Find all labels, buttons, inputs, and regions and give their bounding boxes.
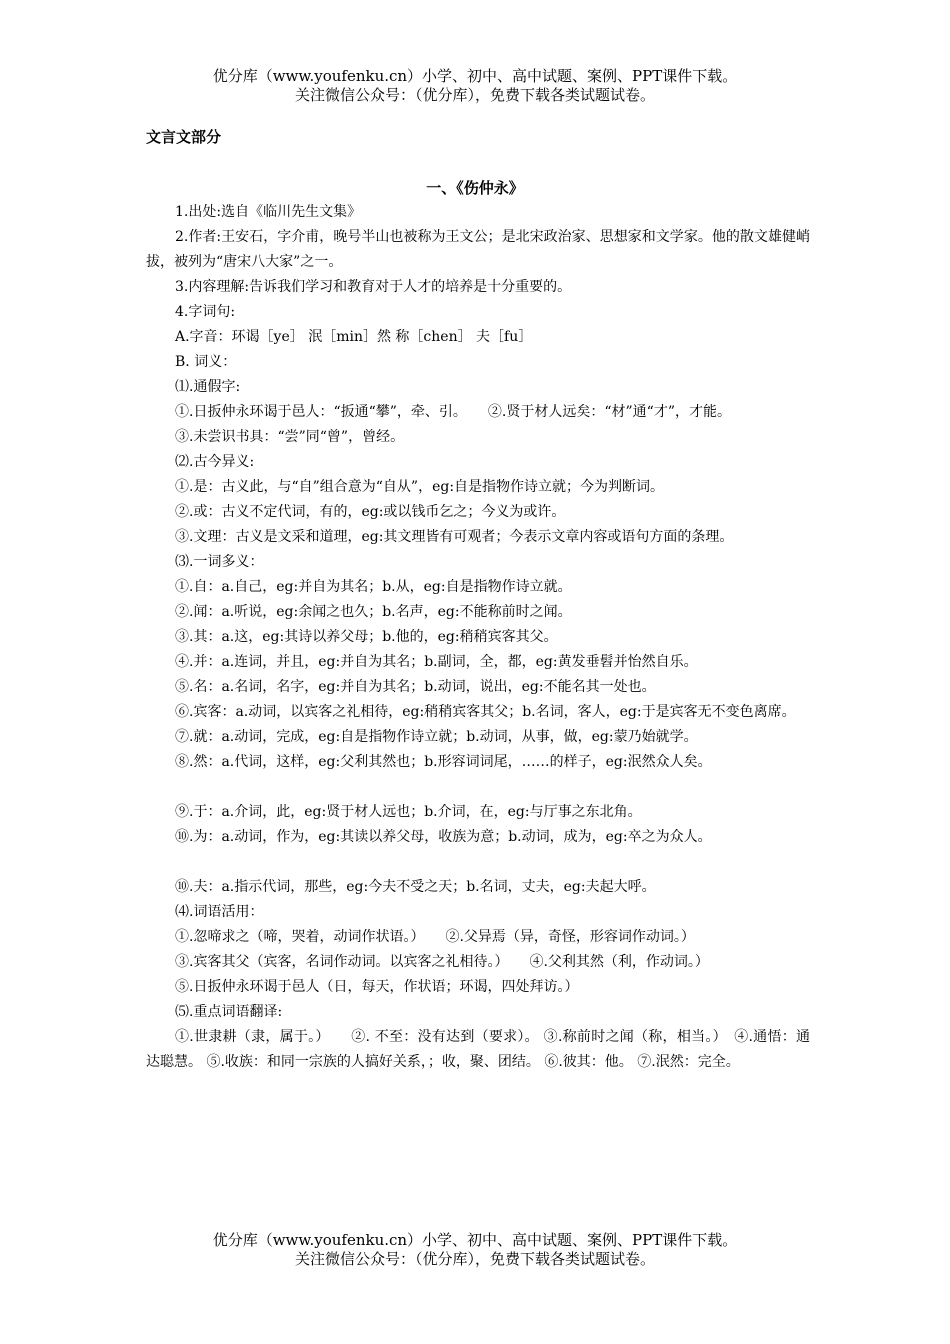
paragraph: ⑥.宾客：a.动词，以宾客之礼相待，eg:稍稍宾客其父；b.名词，客人，eg:于是宾客无不变色离席。 bbox=[175, 704, 796, 720]
paragraph: 4.字词句: bbox=[175, 304, 236, 320]
paragraph: ⑦.就：a.动词，完成，eg:自是指物作诗立就；b.动词，从事，做，eg:蒙乃始就学。 bbox=[175, 729, 698, 745]
page-header bbox=[0, 67, 950, 105]
article-title: 一、《伤仲永》 bbox=[426, 179, 524, 197]
paragraph: A.字音：环谒［ye］ 泯［min］然 称［chen］ 夫［fu］ bbox=[175, 329, 533, 345]
section-title: 文言文部分 bbox=[146, 128, 222, 146]
paragraph: ⑴.通假字: bbox=[175, 379, 241, 395]
header-line-1: 优分库（www.youfenku.cn）小学、初中、高中试题、案例、PPT课件下载。 bbox=[212, 67, 738, 85]
paragraph: ⑷.词语活用： bbox=[175, 904, 264, 920]
footer-line-2: 关注微信公众号：（优分库），免费下载各类试题试卷。 bbox=[294, 1250, 655, 1268]
paragraph: ⑩.为：a.动词，作为，eg:其读以养父母，收族为意；b.动词，成为，eg:卒之为众人。 bbox=[175, 829, 712, 845]
paragraph: 1.出处:选自《临川先生文集》 bbox=[175, 204, 362, 220]
paragraph: ①.忽啼求之（啼，哭着，动词作状语。） ②.父异焉（异，奇怪，形容词作动词。） bbox=[175, 929, 695, 945]
paragraph: ①.世隶耕（隶，属于。） ②. 不至：没有达到（要求）。 ③.称前时之闻（称，相当。） ④.通悟：通达聪慧。 ⑤.收族：和同一宗族的人搞好关系，；收，聚、团结。 ⑥.彼其：他。 ⑦.泯然：完全。 bbox=[146, 1029, 810, 1070]
paragraph: 3.内容理解:告诉我们学习和教育对于人才的培养是十分重要的。 bbox=[175, 279, 572, 295]
paragraph: ①.自：a.自己，eg:并自为其名；b.从，eg:自是指物作诗立就。 bbox=[175, 579, 572, 595]
paragraph: 2.作者:王安石，字介甫，晚号半山也被称为王文公；是北宋政治家、思想家和文学家。他的散文雄健峭拔，被列为“唐宋八大家”之一。 bbox=[146, 229, 810, 270]
paragraph: ⑶.一词多义： bbox=[175, 554, 264, 570]
paragraph: ③.宾客其父（宾客，名词作动词。以宾客之礼相待。） ④.父利其然（利，作动词。） bbox=[175, 954, 709, 970]
paragraph: ⑩.夫：a.指示代词，那些，eg:今夫不受之天；b.名词，丈夫，eg:夫起大呼。 bbox=[175, 879, 656, 895]
paragraph: ⑧.然：a.代词，这样，eg:父利其然也；b.形容词词尾，……的样子，eg:泯然众人矣。 bbox=[175, 754, 712, 770]
paragraph: B. 词义： bbox=[175, 354, 237, 370]
paragraph: ⑤.名：a.名词，名字，eg:并自为其名；b.动词，说出，eg:不能名其一处也。 bbox=[175, 679, 656, 695]
paragraph: ②.或：古义不定代词，有的，eg:或以钱币乞之；今义为或许。 bbox=[175, 504, 566, 520]
document-body bbox=[146, 200, 810, 1075]
paragraph: ③.文理：古义是文采和道理，eg:其文理皆有可观者；今表示文章内容或语句方面的条理。 bbox=[175, 529, 734, 545]
paragraph: ②.闻：a.听说，eg:余闻之也久；b.名声，eg:不能称前时之闻。 bbox=[175, 604, 572, 620]
paragraph: ③.其：a.这，eg:其诗以养父母；b.他的，eg:稍稍宾客其父。 bbox=[175, 629, 558, 645]
footer-line-1: 优分库（www.youfenku.cn）小学、初中、高中试题、案例、PPT课件下载。 bbox=[212, 1231, 738, 1249]
paragraph: ⑤.日扳仲永环谒于邑人（日，每天，作状语；环谒，四处拜访。） bbox=[175, 979, 579, 995]
paragraph: ⑵.古今异义: bbox=[175, 454, 255, 470]
paragraph: ①.日扳仲永环谒于邑人：“扳通“攀”，牵、引。 ②.贤于材人远矣：“材”通“才”，才能。 bbox=[175, 404, 731, 420]
paragraph: ⑸.重点词语翻译: bbox=[175, 1004, 283, 1020]
paragraph: ⑨.于：a.介词，此，eg:贤于材人远也；b.介词，在，eg:与厅事之东北角。 bbox=[175, 804, 642, 820]
paragraph: ①.是：古义此，与“自”组合意为“自从”，eg:自是指物作诗立就；今为判断词。 bbox=[175, 479, 665, 495]
paragraph: ③.未尝识书具：“尝”同“曾”，曾经。 bbox=[175, 429, 405, 445]
header-line-2: 关注微信公众号：（优分库），免费下载各类试题试卷。 bbox=[294, 86, 655, 104]
paragraph: ④.并：a.连词，并且，eg:并自为其名；b.副词，全，都，eg:黄发垂髫并怡然自乐。 bbox=[175, 654, 698, 670]
page-footer bbox=[0, 1231, 950, 1269]
